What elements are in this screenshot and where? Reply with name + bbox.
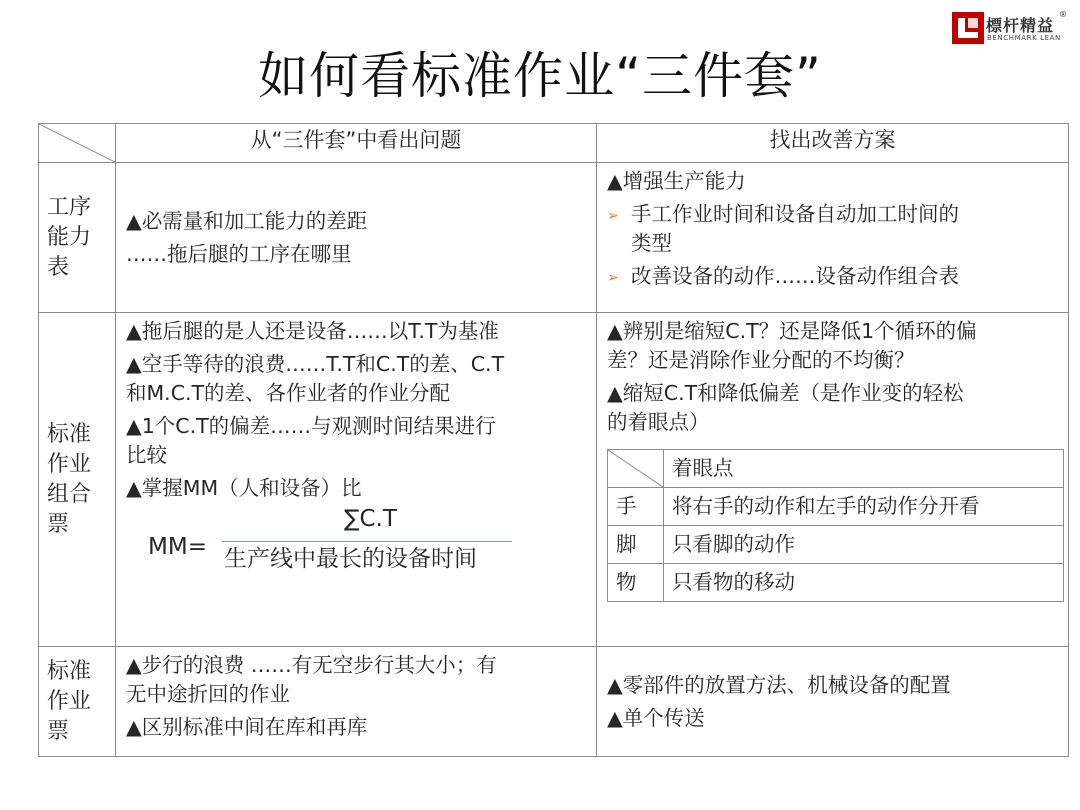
- focus-header-row: [608, 450, 1064, 488]
- row-label-process-capacity: [39, 163, 116, 313]
- table-header-row: [39, 124, 1069, 163]
- row-label-line: 票: [47, 511, 70, 537]
- focus-point-table: [607, 449, 1064, 602]
- solution-text: ▲缩短C.T和降低偏差（是作业变的轻松: [607, 381, 964, 405]
- row-label-line: 作业: [47, 688, 92, 714]
- focus-key: 物: [608, 564, 664, 602]
- solution-text: 改善设备的动作……设备动作组合表: [631, 264, 959, 288]
- problem-item: [126, 651, 588, 709]
- formula-lhs: MM=: [148, 534, 207, 560]
- standard-work-table: [38, 123, 1069, 757]
- formula-numerator: ∑C.T: [344, 506, 397, 532]
- row-label-standard-work-sheet: [39, 647, 116, 757]
- table-row-standard-work-sheet: [39, 647, 1069, 757]
- diagonal-line: [39, 124, 115, 162]
- problem-text: ▲1个C.T的偏差……与观测时间结果进行: [126, 414, 496, 438]
- table-row-combination-sheet: [39, 313, 1069, 647]
- formula-fraction-bar: [222, 541, 512, 542]
- focus-key: 手: [608, 488, 664, 526]
- problems-cell-combination-sheet: [116, 313, 597, 647]
- problem-text: 和M.C.T的差、各作业者的作业分配: [126, 381, 451, 405]
- solutions-cell-process-capacity: [597, 163, 1069, 313]
- arrow-bullet-icon: ➢: [607, 270, 619, 286]
- header-solutions: 找出改善方案: [597, 124, 1069, 163]
- page-title: 如何看标准作业“三件套”: [258, 47, 822, 105]
- solution-item: [607, 379, 1060, 437]
- problem-item: [126, 412, 588, 470]
- problems-cell-process-capacity: [116, 163, 597, 313]
- row-label-line: 标准: [47, 658, 92, 684]
- problem-text: ▲步行的浪费 ……有无空步行其大小；有: [126, 653, 497, 677]
- logo-registered-mark: ®: [1059, 10, 1067, 19]
- logo-name-en: BENCHMARK LEAN: [987, 34, 1061, 42]
- solution-text: 类型: [631, 231, 672, 255]
- focus-corner-cell: [608, 450, 664, 488]
- row-label-line: 能力: [47, 224, 92, 250]
- problem-text: ▲空手等待的浪费……T.T和C.T的差、C.T: [126, 352, 505, 376]
- problem-text: ▲拖后腿的是人还是设备……以T.T为基准: [126, 319, 499, 343]
- problem-text: ▲区别标准中间在库和再库: [126, 715, 368, 739]
- focus-key: 脚: [608, 526, 664, 564]
- solutions-cell-standard-work-sheet: [597, 647, 1069, 757]
- solution-item: [607, 200, 1060, 258]
- formula-denominator: 生产线中最长的设备时间: [224, 546, 477, 572]
- logo-name-cn: 標杆精益: [986, 16, 1055, 35]
- table-row-process-capacity: [39, 163, 1069, 313]
- solution-item: [607, 262, 1060, 293]
- row-label-line: 表: [47, 254, 70, 280]
- mm-ratio-formula: [126, 507, 588, 579]
- focus-value: 只看脚的动作: [664, 526, 1064, 564]
- solutions-cell-combination-sheet: [597, 313, 1069, 647]
- focus-row: [608, 526, 1064, 564]
- problem-item: [126, 350, 588, 408]
- solution-text: 手工作业时间和设备自动加工时间的: [631, 202, 959, 226]
- row-label-line: 票: [47, 718, 70, 744]
- focus-header: 着眼点: [664, 450, 1064, 488]
- corner-diagonal-cell: [39, 124, 116, 163]
- solution-text: 差？还是消除作业分配的不均衡？: [607, 348, 915, 372]
- problem-text: ▲必需量和加工能力的差距: [126, 208, 368, 233]
- row-label-combination-sheet: [39, 313, 116, 647]
- row-label-line: 组合: [47, 481, 92, 507]
- problem-text: ……拖后腿的工序在哪里: [126, 241, 352, 266]
- row-label-line: 工序: [47, 194, 92, 220]
- solution-text: ▲单个传送: [607, 705, 705, 730]
- focus-row: [608, 564, 1064, 602]
- row-label-line: 标准: [47, 421, 92, 447]
- problem-text: ▲掌握MM（人和设备）比: [126, 476, 362, 500]
- row-label-line: 作业: [47, 451, 92, 477]
- solution-text: ▲辨别是缩短C.T？还是降低1个循环的偏: [607, 319, 977, 343]
- solution-item: [607, 317, 1060, 375]
- problem-text: 无中途折回的作业: [126, 682, 290, 706]
- solution-text: 的着眼点）: [607, 410, 710, 434]
- solution-intro: ▲增强生产能力: [607, 169, 746, 193]
- header-problems: 从“三件套”中看出问题: [116, 124, 597, 163]
- problem-text: 比较: [126, 443, 167, 467]
- problems-cell-standard-work-sheet: [116, 647, 597, 757]
- focus-value: 只看物的移动: [664, 564, 1064, 602]
- focus-value: 将右手的动作和左手的动作分开看: [664, 488, 1064, 526]
- solution-text: ▲零部件的放置方法、机械设备的配置: [607, 672, 951, 697]
- focus-row: [608, 488, 1064, 526]
- diagonal-line: [608, 450, 663, 487]
- arrow-bullet-icon: ➢: [607, 208, 619, 224]
